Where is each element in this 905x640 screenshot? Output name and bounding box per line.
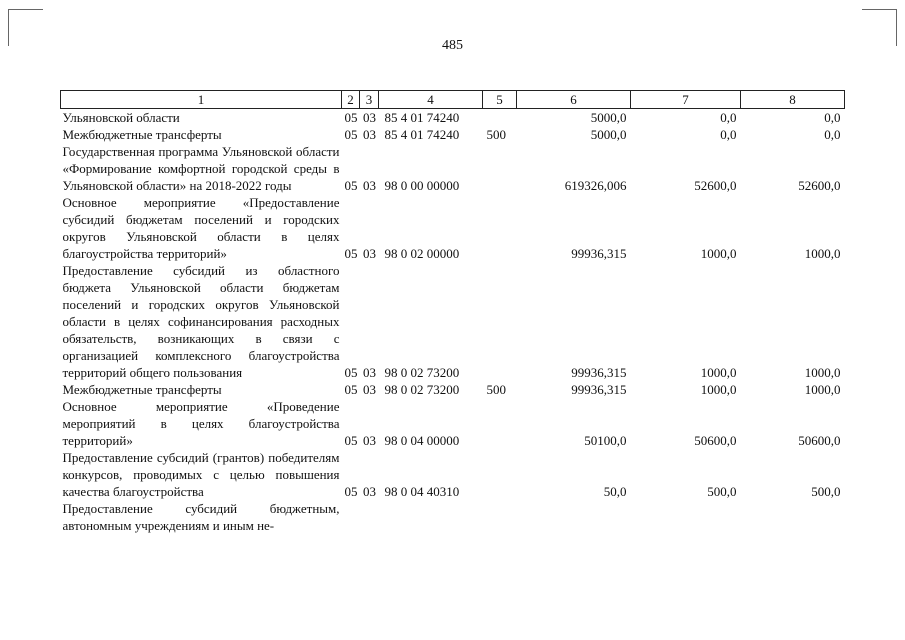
column-header: 1 bbox=[61, 91, 342, 109]
target-article-cell: 98 0 04 40310 bbox=[384, 484, 460, 499]
section-code-cell: 05 bbox=[344, 433, 358, 448]
subsection-code-cell: 03 bbox=[363, 246, 376, 261]
row-name-cell: Предоставление субсидий (грантов) победителям конкурсов, проводимых с целью повышения качества благоустройства bbox=[62, 450, 340, 499]
amount-year3-cell: 500,0 bbox=[811, 484, 841, 499]
column-header: 4 bbox=[379, 91, 483, 109]
amount-year3-cell: 1000,0 bbox=[804, 246, 841, 261]
amount-year1-cell bbox=[517, 500, 631, 534]
section-code-cell bbox=[342, 500, 360, 534]
expense-type-cell bbox=[483, 194, 517, 262]
amount-year1-cell: 99936,315 bbox=[571, 365, 627, 380]
amount-year1-cell: 50100,0 bbox=[584, 433, 627, 448]
row-name-cell: Государственная программа Ульяновской области «Формирование комфортной городской среды в Ульяновской области» на 2018-2022 годы bbox=[62, 144, 340, 193]
table-row bbox=[61, 381, 845, 398]
target-article-cell: 98 0 02 73200 bbox=[384, 365, 460, 380]
budget-table bbox=[60, 90, 845, 534]
amount-year1-cell: 50,0 bbox=[603, 484, 627, 499]
table-row bbox=[61, 143, 845, 194]
table-row bbox=[61, 262, 845, 381]
table-body bbox=[61, 109, 845, 535]
amount-year3-cell: 50600,0 bbox=[798, 433, 841, 448]
column-header: 2 bbox=[342, 91, 360, 109]
subsection-code-cell: 03 bbox=[363, 110, 376, 125]
expense-type-cell bbox=[483, 449, 517, 500]
subsection-code-cell: 03 bbox=[363, 365, 376, 380]
table-row bbox=[61, 194, 845, 262]
table-header-row bbox=[61, 91, 845, 109]
row-name-cell: Основное мероприятие «Предоставление субсидий бюджетам поселений и городских округов Ульяновской области в целях благоустройства территорий» bbox=[62, 195, 340, 261]
expense-type-cell bbox=[483, 143, 517, 194]
target-article-cell: 98 0 02 73200 bbox=[384, 382, 460, 397]
page-number: 485 bbox=[442, 38, 463, 53]
amount-year3-cell: 1000,0 bbox=[804, 382, 841, 397]
amount-year3-cell: 0,0 bbox=[824, 127, 841, 142]
section-code-cell: 05 bbox=[344, 246, 358, 261]
amount-year2-cell: 1000,0 bbox=[700, 365, 737, 380]
row-name-cell: Основное мероприятие «Проведение мероприятий в целях благоустройства территорий» bbox=[62, 399, 340, 448]
subsection-code-cell: 03 bbox=[363, 433, 376, 448]
table-row bbox=[61, 449, 845, 500]
expense-type-cell bbox=[483, 398, 517, 449]
section-code-cell: 05 bbox=[344, 365, 358, 380]
amount-year2-cell: 50600,0 bbox=[694, 433, 737, 448]
amount-year1-cell: 99936,315 bbox=[571, 246, 627, 261]
amount-year3-cell: 0,0 bbox=[824, 110, 841, 125]
expense-type-cell: 500 bbox=[486, 382, 506, 397]
amount-year2-cell: 500,0 bbox=[707, 484, 737, 499]
target-article-cell: 85 4 01 74240 bbox=[384, 110, 460, 125]
column-header: 6 bbox=[517, 91, 631, 109]
amount-year3-cell: 52600,0 bbox=[798, 178, 841, 193]
target-article-cell: 98 0 04 00000 bbox=[384, 433, 460, 448]
expense-type-cell bbox=[483, 262, 517, 381]
subsection-code-cell: 03 bbox=[363, 484, 376, 499]
amount-year2-cell bbox=[631, 500, 741, 534]
amount-year1-cell: 619326,006 bbox=[564, 178, 627, 193]
table-row bbox=[61, 398, 845, 449]
column-header: 8 bbox=[741, 91, 845, 109]
amount-year1-cell: 99936,315 bbox=[571, 382, 627, 397]
target-article-cell: 98 0 02 00000 bbox=[384, 246, 460, 261]
table-row bbox=[61, 500, 845, 534]
row-name-cell: Предоставление субсидий бюджетным, автономным учреждениям и иным не- bbox=[62, 501, 340, 533]
amount-year2-cell: 0,0 bbox=[720, 110, 737, 125]
subsection-code-cell bbox=[360, 500, 379, 534]
column-header: 5 bbox=[483, 91, 517, 109]
amount-year2-cell: 52600,0 bbox=[694, 178, 737, 193]
amount-year3-cell bbox=[741, 500, 845, 534]
row-name-cell: Межбюджетные трансферты bbox=[62, 127, 222, 142]
target-article-cell: 85 4 01 74240 bbox=[384, 127, 460, 142]
amount-year2-cell: 0,0 bbox=[720, 127, 737, 142]
expense-type-cell bbox=[483, 109, 517, 127]
row-name-cell: Ульяновской области bbox=[62, 110, 180, 125]
subsection-code-cell: 03 bbox=[363, 382, 376, 397]
expense-type-cell bbox=[483, 500, 517, 534]
subsection-code-cell: 03 bbox=[363, 178, 376, 193]
row-name-cell: Межбюджетные трансферты bbox=[62, 382, 222, 397]
section-code-cell: 05 bbox=[344, 110, 358, 125]
column-header: 3 bbox=[360, 91, 379, 109]
column-header: 7 bbox=[631, 91, 741, 109]
row-name-cell: Предоставление субсидий из областного бюджета Ульяновской области бюджетам поселений и городских округов Ульяновской области в целях софинансирования расходных обязательств, возникающих в связи с организацией комплексного благоустройства территорий общего пользования bbox=[62, 263, 340, 380]
table-row bbox=[61, 126, 845, 143]
amount-year1-cell: 5000,0 bbox=[590, 127, 627, 142]
amount-year2-cell: 1000,0 bbox=[700, 246, 737, 261]
section-code-cell: 05 bbox=[344, 127, 358, 142]
amount-year2-cell: 1000,0 bbox=[700, 382, 737, 397]
section-code-cell: 05 bbox=[344, 178, 358, 193]
target-article-cell bbox=[379, 500, 483, 534]
amount-year1-cell: 5000,0 bbox=[590, 110, 627, 125]
section-code-cell: 05 bbox=[344, 382, 358, 397]
table-row bbox=[61, 109, 845, 127]
expense-type-cell: 500 bbox=[486, 127, 506, 142]
amount-year3-cell: 1000,0 bbox=[804, 365, 841, 380]
section-code-cell: 05 bbox=[344, 484, 358, 499]
target-article-cell: 98 0 00 00000 bbox=[384, 178, 460, 193]
subsection-code-cell: 03 bbox=[363, 127, 376, 142]
